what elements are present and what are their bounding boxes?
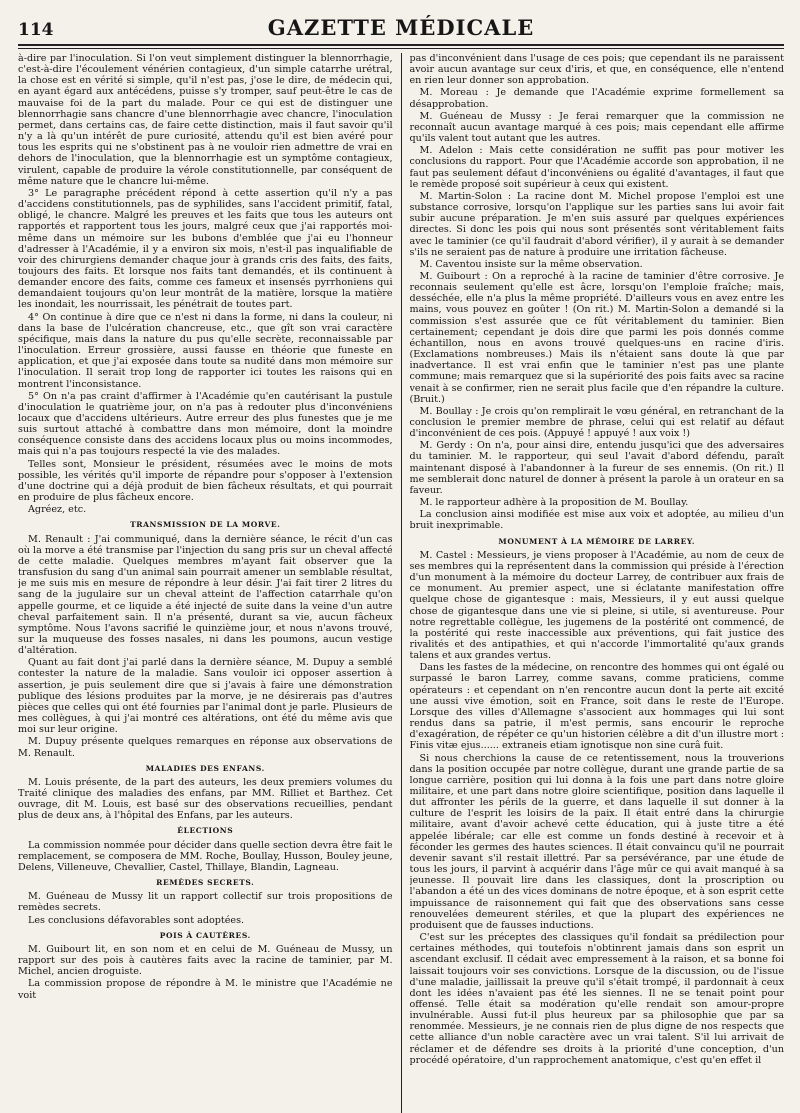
paragraph: La commission propose de répondre à M. le ministre que l'Académie ne voit (18, 978, 393, 1001)
section-heading: TRANSMISSION DE LA MORVE. (130, 520, 281, 530)
paragraph: M. Guéneau de Mussy : Je ferai remarquer que la commission ne reconnaît aucun avantage marqué à ces pois; mais cependant elle affirme qu'ils valent tout autant que les autres. (409, 110, 785, 145)
paragraph: M. Dupuy présente quelques remarques en réponse aux observations de M. Renault. (18, 736, 393, 759)
paragraph: M. Martin-Solon : La racine dont M. Michel propose l'emploi est une substance corrosive, lorsqu'on l'applique sur les parties sans lui avoir fait subir aucune préparation. Je m'en suis assuré par quelques expériences directes. Si donc les pois qui nous sont présentés sont véritablement faits avec le taminier (ce qu'il faudrait d'abord vérifier), il y aurait à se demander s'ils ne seraient pas de nature à produire une irritation fâcheuse. (409, 190, 785, 258)
journal-title: GAZETTE MÉDICALE (267, 15, 535, 40)
paragraph: Agréez, etc. (28, 504, 87, 516)
paragraph: pas d'inconvénient dans l'usage de ces pois; que cependant ils ne paraissent avoir aucun avantage sur ceux d'iris, et que, en conséquence, elle n'entend en rien leur donner son approbation. (409, 53, 785, 87)
paragraph: 4° On continue à dire que ce n'est ni dans la forme, ni dans la couleur, ni dans la base de l'ulcération chancreuse, etc., que gît son vrai caractère spécifique, mais dans la nature du pus qu'elle secrète, reconnaissable par l'inoculation. Erreur grossière, aussi fausse en théorie que funeste en application, et que j'ai exposée dans toute sa nudité dans mon mémoire sur l'inoculation. Il serait trop long de rapporter ici toutes les raisons qui en montrent l'inconsistance. (18, 311, 393, 390)
paragraph: M. Adelon : Mais cette considération ne suffit pas pour motiver les conclusions du rapport. Pour que l'Académie accorde son approbation, il ne faut pas seulement défaut d'inconvéniens ou égalité d'avantages, il faut que le remède proposé soit supérieur à ceux qui existent. (409, 145, 785, 190)
two-column-body (18, 53, 784, 1113)
header-rule (18, 44, 784, 46)
paragraph: M. Boullay : Je crois qu'on remplirait le vœu général, en retranchant de la conclusion le premier membre de phrase, celui qui est relatif au défaut d'inconvénient de ces pois. (Appuyé ! appuyé ! aux voix !) (409, 405, 785, 440)
paragraph: Telles sont, Monsieur le président, résumées avec le moins de mots possible, les vérités qu'il importe de répandre pour s'opposer à l'extension d'une doctrine qui a déjà produit de bien fâcheux résultats, et qui pourrait en produire de plus fâcheux encore. (18, 458, 393, 504)
paragraph: M. Renault : J'ai communiqué, dans la dernière séance, le récit d'un cas où la morve a été transmise par l'injection du sang pris sur un cheval affecté de cette maladie. Quelques membres m'ayant fait observer que la transfusion du sang d'un animal sain pourrait amener un semblable résultat, je me suis mis en mesure de répondre à leur désir. J'ai fait tirer 2 litres du sang de la jugulaire sur un cheval atteint de l'affection catarrhale qu'on appelle gourme, et ce liquide a été injecté de suite dans la veine d'un autre cheval parfaitement sain. Il n'a présenté, durant sa vie, aucun fâcheux symptôme. Nous l'avons sacrifié le quinzième jour, et nous n'avons trouvé, sur la muqueuse des fosses nasales, ni dans les poumons, aucun vestige d'altération. (18, 533, 393, 657)
paragraph: M. le rapporteur adhère à la proposition de M. Boullay. (419, 497, 689, 509)
paragraph: Si nous cherchions la cause de ce retentissement, nous la trouverions dans la position occupée par notre collègue, durant une grande partie de sa longue carrière, position qui lui donna à la fois une part dans notre gloire militaire, et une part dans notre gloire scientifique, position dans laquelle il dut affronter les périls de la guerre, et dans laquelle il sut donner à la culture de l'esprit les loisirs de la paix. Il était entré dans la chirurgie militaire, avant d'avoir achevé cette éducation, qui à juste titre a été appelée libérale; car elle est comme un fonds destiné à recevoir et à féconder les germes des hautes sciences. Il était convaincu qu'il ne pourrait devenir savant s'il restait illettré. Par sa persévérance, par une étude de tous les jours, il parvint à acquérir dans l'âge mûr ce qui avait manqué à sa jeunesse. Il pouvait lire dans les classiques, dont la proscription ou l'abandon a été un des vices dominans de notre époque, et à son esprit cette impuissance de raisonnement qui fait que des observations sans cesse renouvelées demeurent stériles, et que la plupart des expériences ne produisent que de fausses inductions. (409, 752, 785, 931)
section-heading: MALADIES DES ENFANS. (145, 763, 265, 773)
paragraph: Dans les fastes de la médecine, on rencontre des hommes qui ont égalé ou surpassé le baron Larrey, comme savans, comme praticiens, comme opérateurs : et cependant on n'en rencontre aucun dont la perte ait excité une aussi vive émotion, soit en France, soit dans le reste de l'Europe. Lorsque des villes d'Allemagne s'associent aux hommages qui lui sont rendus dans sa patrie, il m'est permis, sans encourir le reproche d'exagération, de répéter ce qu'un historien célèbre a dit d'un illustre mort : Finis vitæ ejus...... extraneis etiam ignotisque non sine curâ fuit. (409, 662, 785, 752)
paragraph: à-dire par l'inoculation. Si l'on veut simplement distinguer la blennorrhagie, c'est-à-dire l'écoulement vénérien contagieux, d'un simple catarrhe urétral, la chose est en vérité si simple, qu'il n'est pas, j'ose le dire, de médecin qui, en ayant égard aux antécédens, puisse s'y tromper, sauf peut-être le cas de mauvaise foi de la part du malade. Pour ce qui est de distinguer une blennorrhagie sans chancre d'une blennorrhagie avec chancre, l'inoculation permet, dans certains cas, de faire cette distinction, mais il faut savoir qu'il n'y a là qu'un intérêt de pure curiosité, attendu qu'il est bien avéré pour tous les esprits qui ne s'obstinent pas à ne vouloir rien admettre de vrai en dehors de l'inoculation, que la blennorrhagie est un symptôme contagieux, virulent, capable de produire la vérole constitutionnelle, par conséquent de même nature que le chancre lui-même. (18, 53, 393, 187)
section-heading: REMÈDES SECRETS. (156, 878, 255, 888)
page-number: 114 (18, 20, 54, 40)
paragraph: M. Louis présente, de la part des auteurs, les deux premiers volumes du Traité clinique des maladies des enfans, par MM. Rilliet et Barthez. Cet ouvrage, dit M. Louis, est basé sur des observations recueillies, pendant plus de deux ans, à l'hôpital des Enfans, par les auteurs. (18, 776, 393, 822)
left-column (18, 53, 393, 1113)
header-rule-thin (18, 48, 784, 49)
paragraph: Quant au fait dont j'ai parlé dans la dernière séance, M. Dupuy a semblé contester la nature de la maladie. Sans vouloir ici opposer assertion à assertion, je puis seulement dire que si j'avais à faire une démonstration publique des lésions produites par la morve, je ne désirerais pas d'autres pièces que celles qui ont été fournies par l'animal dont je parle. Plusieurs de mes collègues, à qui j'ai montré ces altérations, ont été du même avis que moi sur leur origine. (18, 657, 393, 736)
paragraph: 3° Le paragraphe précédent répond à cette assertion qu'il n'y a pas d'accidens constitutionnels, pas de syphilides, sans l'accident primitif, fatal, obligé, le chancre. Malgré les preuves et les faits que tous les auteurs ont rapportés et rapportent tous les jours, malgré ceux que j'ai rapportés moi-même dans un mémoire sur les bubons d'emblée que j'ai eu l'honneur d'adresser à l'Académie, il y a environ six mois, n'est-il pas inqualifiable de voir des chirurgiens demander chaque jour à grands cris des faits, des faits, toujours des faits. Et lorsque nos faits tant demandés, et ils continuent à demander encore des faits, comme ces fameux et insensés pyrrhoniens qui demandaient toujours qu'on leur montrât de la matière, lorsque la matière les inondait, les nourrissait, les pénétrait de toutes part. (18, 187, 393, 311)
paragraph: La commission nommée pour décider dans quelle section devra être fait le remplacement, se composera de MM. Roche, Boullay, Husson, Bouley jeune, Delens, Villeneuve, Chevallier, Castel, Thillaye, Blandin, Lagneau. (18, 839, 393, 873)
section-heading: MONUMENT À LA MÉMOIRE DE LARREY. (498, 536, 696, 546)
column-divider (401, 53, 402, 1113)
paragraph: 5° On n'a pas craint d'affirmer à l'Académie qu'en cautérisant la pustule d'inoculation le quatrième jour, on n'a pas à redouter plus d'inconvéniens locaux que d'accidens ultérieurs. Autre erreur des plus funestes que je me suis surtout attaché à combattre dans mon mémoire, dont la moindre conséquence consiste dans des accidens locaux plus ou moins incommodes, mais qui n'a pas toujours respecté la vie des malades. (18, 390, 393, 458)
paragraph: M. Guibourt lit, en son nom et en celui de M. Guéneau de Mussy, un rapport sur des pois à cautères faits avec la racine de taminier, par M. Michel, ancien droguiste. (18, 943, 393, 978)
paragraph: Les conclusions défavorables sont adoptées. (28, 914, 245, 926)
paragraph: La conclusion ainsi modifiée est mise aux voix et adoptée, au milieu d'un bruit inexprimable. (409, 509, 785, 532)
paragraph: M. Castel : Messieurs, je viens proposer à l'Académie, au nom de ceux de ses membres qui la représentent dans la commission qui préside à l'érection d'un monument à la mémoire du docteur Larrey, de contribuer aux frais de ce monument. Au premier aspect, une si éclatante manifestation offre quelque chose de gigantesque : mais, Messieurs, il y eut aussi quelque chose de gigantesque dans une vie si pleine, si utile, si aventureuse. Pour notre regrettable collègue, les jugemens de la postérité ont commencé, de la postérité qui reste inaccessible aux préventions, qui fait justice des rivalités et des antipathies, et qui n'accorde l'immortalité qu'aux grands talens et aux grandes vertus. (409, 549, 785, 662)
paragraph: M. Caventou insiste sur la même observation. (419, 258, 643, 270)
paragraph: M. Moreau : Je demande que l'Académie exprime formellement sa désapprobation. (409, 87, 785, 110)
right-column (410, 53, 785, 1113)
section-heading: ÉLECTIONS (177, 826, 234, 836)
section-heading: POIS À CAUTÈRES. (159, 930, 251, 940)
paragraph: M. Guéneau de Mussy lit un rapport collectif sur trois propositions de remèdes secrets. (18, 891, 393, 914)
paragraph: M. Gerdy : On n'a, pour ainsi dire, entendu jusqu'ici que des adversaires du taminier. M. le rapporteur, qui seul l'avait d'abord défendu, paraît maintenant disposé à l'abandonner à la fureur de ses ennemis. (On rit.) Il me semblerait donc naturel de donner à présent la parole à un orateur en sa faveur. (409, 440, 785, 496)
paragraph: C'est sur les préceptes des classiques qu'il fondait sa prédilection pour certaines méthodes, qui toutefois n'obtinrent jamais dans son esprit un ascendant exclusif. Il cédait avec empressement à la raison, et sa bonne foi laissait toujours voir ses convictions. Lorsque de la discussion, ou de l'issue d'une maladie, jaillissait la preuve qu'il s'était trompé, il pardonnait à ceux dont les idées n'avaient pas été les siennes. Il ne se tenait point pour offensé. Telle était sa modération qu'elle rendait son amour-propre invulnérable. Aussi fut-il plus heureux par sa philosophie que par sa renommée. Messieurs, je ne connais rien de plus digne de nos respects que cette alliance d'un noble caractère avec un vrai talent. S'il lui arrivait de réclamer et de défendre ses droits à la priorité d'une conception, d'un procédé opératoire, d'un rapprochement anatomique, c'est qu'en effet il (409, 932, 785, 1066)
paragraph: M. Guibourt : On a reproché à la racine de taminier d'être corrosive. Je reconnais seulement qu'elle est âcre, lorsqu'on l'emploie fraîche; mais, desséchée, elle n'a plus la même propriété. D'ailleurs vous en avez entre les mains, vous pouvez en goûter ! (On rit.) M. Martin-Solon a demandé si la commission s'est assurée que ce fût véritablement du taminier. Bien certainement; cependant je dois dire que parmi les pois donnés comme échantillon, nous en avons trouvé quelques-uns en racine d'iris. (Exclamations nombreuses.) Mais ils n'étaient sans doute là que par inadvertance. Il est vrai enfin que le taminier n'est pas une plante commune; mais remarquez que si la supériorité des pois faits avec sa racine venait à se confirmer, rien ne serait plus facile que d'en répandre la culture. (Bruit.) (409, 270, 785, 405)
page-header (18, 14, 784, 40)
